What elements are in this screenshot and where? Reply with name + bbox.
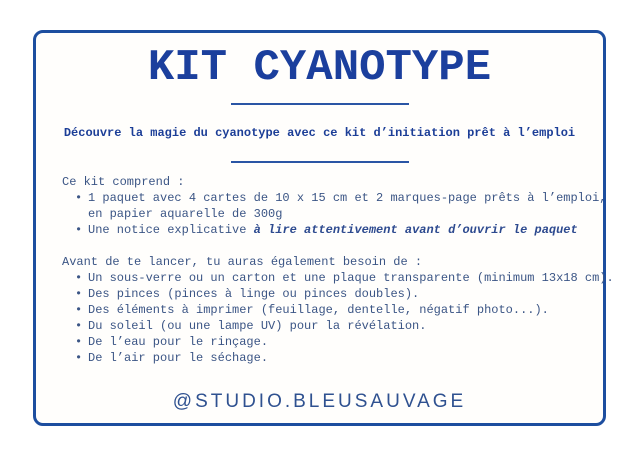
list-item <box>75 270 614 286</box>
bullet-icon: • <box>75 303 83 317</box>
section-kit-contents <box>62 174 607 238</box>
list-item-line: 1 paquet avec 4 cartes de 10 x 15 cm et 2 marques-page prêts à l’emploi, <box>88 191 607 205</box>
contents-list <box>62 190 607 238</box>
notice-emphasis: à lire attentivement avant d’ouvrir le paquet <box>253 223 578 237</box>
bullet-icon: • <box>75 191 83 205</box>
list-item-text <box>88 222 578 238</box>
list-item <box>75 286 591 302</box>
list-item <box>75 334 591 350</box>
bullet-icon: • <box>75 351 83 365</box>
contents-heading: Ce kit comprend : <box>62 175 185 189</box>
subtitle: Découvre la magie du cyanotype avec ce kit d’initiation prêt à l’emploi <box>63 126 576 140</box>
list-item-text: Un sous-verre ou un carton et une plaque transparente (minimum 13x18 cm). <box>88 271 614 285</box>
subtitle-divider <box>231 161 409 163</box>
list-item <box>75 318 591 334</box>
list-item-text: De l’air pour le séchage. <box>88 351 269 365</box>
bullet-icon: • <box>75 271 83 285</box>
list-item-text: Des pinces (pinces à linge ou pinces doubles). <box>88 287 420 301</box>
bullet-icon: • <box>75 319 83 333</box>
bullet-icon: • <box>75 335 83 349</box>
list-item <box>75 350 591 366</box>
bullet-icon: • <box>75 287 83 301</box>
list-item <box>75 190 607 222</box>
list-item-text: De l’eau pour le rinçage. <box>88 335 269 349</box>
body-text <box>62 174 614 366</box>
section-also-needed <box>62 254 614 366</box>
notice-text: Une notice explicative <box>88 223 254 237</box>
kit-card <box>33 30 614 426</box>
bullet-icon: • <box>75 223 83 237</box>
social-handle: @STUDIO.BLEUSAUVAGE <box>172 391 467 412</box>
list-item <box>75 222 591 238</box>
needs-list <box>62 270 614 366</box>
list-item-text <box>88 190 606 222</box>
needs-heading: Avant de te lancer, tu auras également besoin de : <box>62 255 423 269</box>
list-item-text: Du soleil (ou une lampe UV) pour la révélation. <box>88 319 427 333</box>
list-item-text: Des éléments à imprimer (feuillage, dentelle, négatif photo...). <box>88 303 549 317</box>
list-item <box>75 302 591 318</box>
list-item-line: en papier aquarelle de 300g <box>88 207 283 221</box>
title-divider <box>231 103 409 105</box>
page-title: KIT CYANOTYPE <box>147 43 492 93</box>
